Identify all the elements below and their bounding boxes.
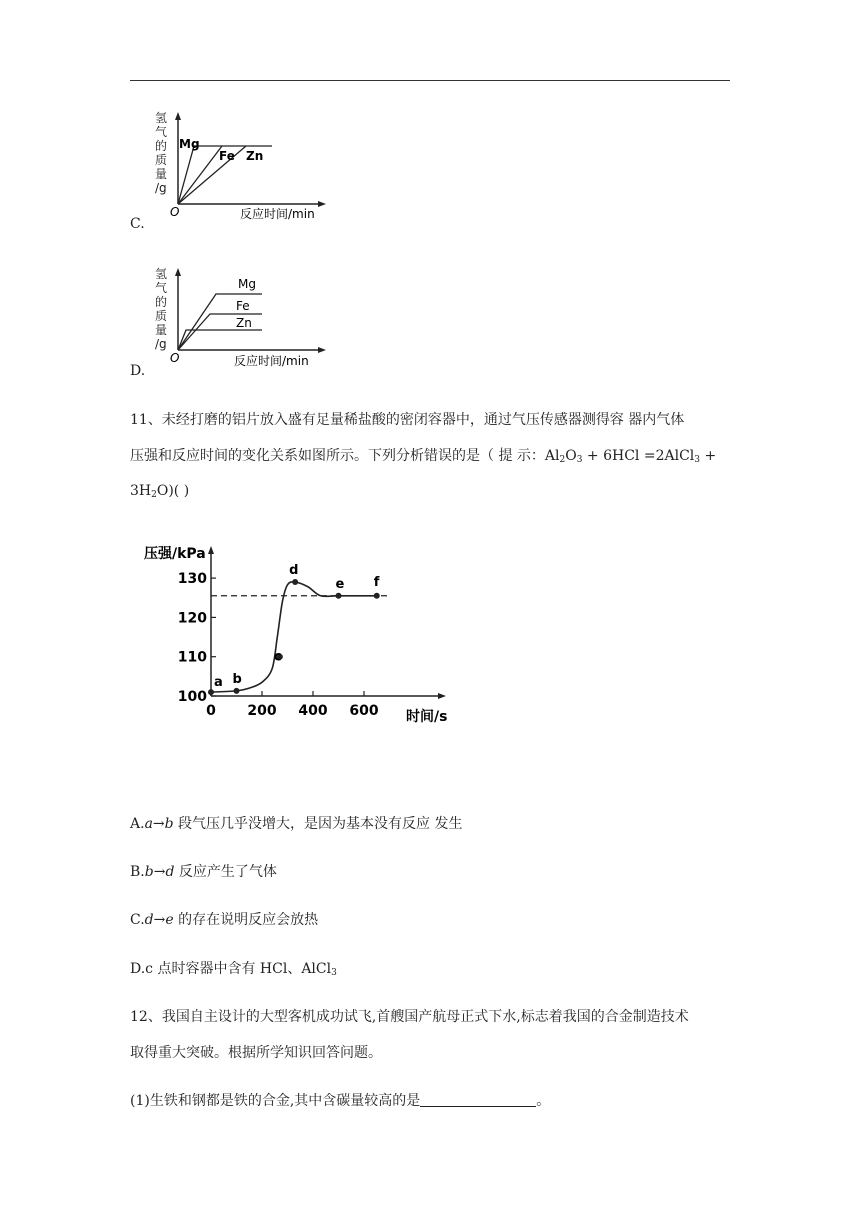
svg-text:量: 量 [155,167,168,181]
point-d [292,579,298,585]
graph-d-x-arrow [318,347,326,353]
point-label-d: d [289,563,299,579]
graph-d-line-zn [178,330,262,350]
q12-line-1: 12、我国自主设计的大型客机成功试飞,首艘国产航母正式下水,标志着我国的合金制造技术 [130,1009,689,1025]
q11-line-3: $3H_2O$)( ) [130,483,190,500]
option-11-a: A.a→b 段气压几乎没增大，是因为基本没有反应 发生 [130,816,463,832]
graph-c-line-zn [178,146,246,204]
point-label-f: f [373,574,380,590]
option-11-c: C.d→e 的存在说明反应会放热 [130,912,319,928]
graph-d-label-fe: Fe [236,299,250,313]
option-c-label: C. [130,216,145,232]
y-tick-label: 110 [177,649,207,666]
header-rule [130,80,730,81]
graph-c-label-zn: Zn [246,149,264,163]
option-11-d: D.c 点时容器中含有 HCl、AlCl$_3$ [130,961,337,978]
graph-c-xlabel: 反应时间/min [240,207,315,221]
svg-text:的: 的 [155,295,168,309]
point-b [234,688,240,694]
graph-d [150,264,340,372]
graph-c-y-arrow [175,112,181,120]
q11-line-2: 压强和反应时间的变化关系如图所示。下列分析错误的是（ 提 示：$Al_2O_3 + 6HCl$ =2AlCl$_3$ + [130,448,717,465]
y-tick-label: 130 [177,571,207,588]
x-tick-label: 0 [206,703,216,719]
svg-text:氢: 氢 [155,267,168,281]
option-11-b: B.b→d 反应产生了气体 [130,864,277,880]
x-tick-label: 600 [349,703,379,719]
point-label-b: b [232,671,242,687]
svg-text:氢: 氢 [155,111,168,125]
q11-line-1: 11、未经打磨的铝片放入盛有足量稀盐酸的密闭容器中，通过气压传感器测得容 器内气体 [130,412,685,428]
point-e [336,593,342,599]
q12-sub-1: (1)生铁和钢都是铁的合金,其中含碳量较高的是 。 [130,1093,551,1109]
graph-d-y-arrow [175,268,181,276]
point-label-e: e [335,576,345,592]
graph-c-label-mg: Mg [179,137,200,151]
svg-text:气: 气 [155,125,168,139]
graph-c-line-fe [178,146,222,204]
answer-blank[interactable] [420,1092,536,1107]
point-label-a: a [214,675,223,691]
point-f [374,593,380,599]
x-tick-label: 200 [247,703,277,719]
point-label-c: c [273,649,282,665]
chart-x-arrow [438,693,446,699]
graph-d-origin: O [170,351,180,365]
graph-d-xlabel: 反应时间/min [234,354,309,368]
y-tick-label: 120 [177,610,207,627]
graph-c-ylabel [155,111,167,195]
svg-text:的: 的 [155,139,168,153]
chart-xlabel: 时间/s [406,709,448,725]
graph-d-label-zn: Zn [236,316,252,330]
y-tick-label: 100 [177,689,207,705]
svg-text:/g: /g [155,337,167,351]
chart-y-arrow [208,546,214,554]
graph-d-label-mg: Mg [238,277,256,291]
graph-d-ylabel [155,267,167,351]
svg-text:量: 量 [155,323,168,337]
graph-c-x-arrow [318,201,326,207]
chart-ylabel: 压强/kPa [144,546,206,562]
svg-text:气: 气 [155,281,168,295]
graph-c [150,110,340,225]
x-tick-label: 400 [298,703,328,719]
q12-line-2: 取得重大突破。根据所学知识回答问题。 [130,1045,382,1061]
option-d-label: D. [130,363,146,379]
graph-c-origin: O [170,205,180,219]
svg-text:质: 质 [155,309,168,323]
svg-text:/g: /g [155,181,167,195]
graph-c-label-fe: Fe [219,149,235,163]
pressure-chart [140,538,470,734]
svg-text:质: 质 [155,153,168,167]
